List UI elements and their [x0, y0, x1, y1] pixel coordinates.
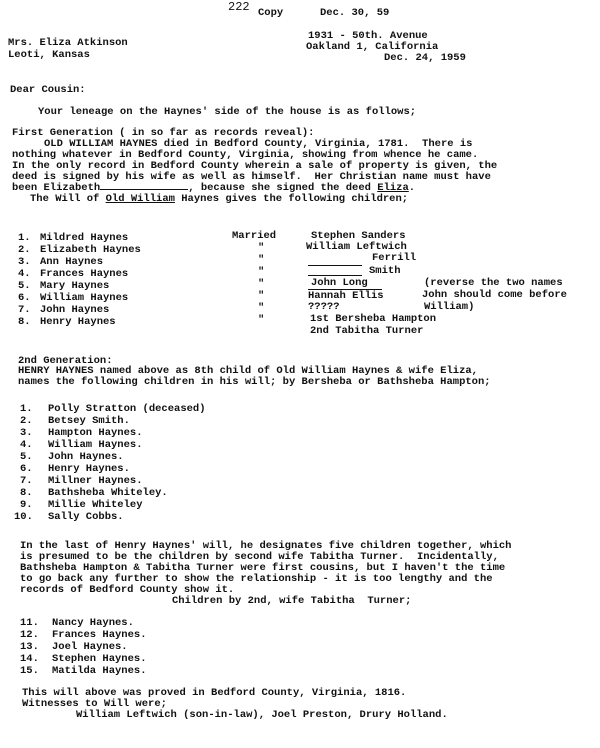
- ditto-mark: ": [258, 290, 265, 302]
- closing-line1: This will above was proved in Bedford County, Virginia, 1816.: [22, 687, 407, 699]
- spouse-5: John Long: [311, 277, 368, 289]
- name-blank: [100, 189, 188, 190]
- spouse-8: 1st Bersheba Hampton: [310, 313, 437, 325]
- spouse-1: Stephen Sanders: [311, 230, 406, 242]
- first-gen-line5-b: , because she signed the deed: [188, 182, 371, 194]
- list-item: 1. Mildred Haynes: [18, 232, 129, 244]
- sender-address-line1: 1931 - 50th. Avenue: [308, 30, 428, 42]
- first-gen-line6: [30, 194, 408, 206]
- ditto-mark: ": [258, 266, 265, 278]
- first-gen-line5-c: Eliza: [377, 182, 409, 194]
- first-gen-line5-a: been Elizabeth: [12, 182, 101, 194]
- first-gen-line5-d: .: [408, 182, 416, 194]
- ditto-mark: ": [258, 278, 265, 290]
- list-item: 1. Polly Stratton (deceased): [20, 403, 206, 415]
- second-wife-subheading: Children by 2nd, wife Tabitha Turner;: [172, 595, 412, 607]
- list-item: 3. Hampton Haynes.: [20, 427, 143, 439]
- spouse-blank: [308, 255, 362, 266]
- reverse-note-line2: John should come before: [422, 289, 567, 301]
- list-item: 7. Millner Haynes.: [20, 475, 143, 487]
- will-para-line2: is presumed to be the children by second wife Tabitha Turner. Incidentally,: [20, 551, 499, 563]
- list-item: 8. Henry Haynes: [18, 316, 116, 328]
- sender-address-line2: Oakland 1, California: [306, 41, 439, 53]
- list-item: 2. Betsey Smith.: [20, 415, 130, 427]
- list-item: 10. Sally Cobbs.: [14, 511, 124, 523]
- first-gen-line4: deed is signed by his wife as well as himself. Her Christian name must have: [12, 171, 491, 183]
- will-para-line4: to go back any further to show the relationship - it is too lengthy and the: [20, 573, 493, 585]
- recipient-city: Leoti, Kansas: [8, 49, 90, 61]
- list-item: 4. William Haynes.: [20, 439, 143, 451]
- list-item: 4. Frances Haynes: [18, 268, 129, 280]
- spouse-6: Hannah Ellis: [308, 290, 384, 302]
- list-item: 2. Elizabeth Haynes: [18, 244, 141, 256]
- ditto-mark: ": [258, 242, 265, 254]
- copy-date: Dec. 30, 59: [320, 7, 390, 19]
- list-item: 14. Stephen Haynes.: [20, 653, 147, 665]
- spouse-7: ?????: [308, 301, 340, 313]
- closing-line3: William Leftwich (son-in-law), Joel Preston, Drury Holland.: [76, 709, 448, 721]
- list-item: 5. John Haynes.: [20, 451, 124, 463]
- list-item: 6. Henry Haynes.: [20, 463, 130, 475]
- spouse-2: William Leftwich: [306, 241, 407, 253]
- list-item: 11. Nancy Haynes.: [20, 617, 134, 629]
- first-gen-line3: In the only record in Bedford County wherein a sale of property is given, the: [12, 160, 498, 172]
- second-generation-heading: 2nd Generation:: [18, 355, 113, 367]
- first-gen-line6-b: Old William: [105, 193, 175, 205]
- first-gen-line2: nothing whatever in Bedford County, Virginia, showing from whence he came.: [12, 149, 479, 161]
- list-item: 15. Matilda Haynes.: [20, 665, 147, 677]
- list-item: 7. John Haynes: [18, 304, 110, 316]
- first-generation-heading: First Generation ( in so far as records reveal):: [12, 127, 315, 139]
- spouse-8b: 2nd Tabitha Turner: [310, 325, 424, 337]
- list-item: 5. Mary Haynes: [18, 280, 110, 292]
- ditto-mark: ": [258, 254, 265, 266]
- first-gen-line1: OLD WILLIAM HAYNES died in Bedford County, Virginia, 1781. There is: [44, 138, 473, 150]
- first-gen-line6-c: Haynes gives the following children;: [181, 193, 409, 205]
- intro-line: Your leneage on the Haynes' side of the house is as follows;: [38, 106, 417, 118]
- spouse-3: Ferrill: [372, 252, 417, 264]
- salutation: Dear Cousin:: [10, 84, 86, 96]
- list-item: 13. Joel Haynes.: [20, 641, 128, 653]
- reverse-note-line1: (reverse the two names: [424, 277, 563, 289]
- closing-line2: Witnesses to Will were;: [22, 698, 167, 710]
- list-item: 12. Frances Haynes.: [20, 629, 147, 641]
- recipient-name: Mrs. Eliza Atkinson: [8, 37, 128, 49]
- spouse-blank: [308, 267, 362, 276]
- second-gen-line1: HENRY HAYNES named above as 8th child of Old William Haynes & wife Eliza,: [18, 365, 478, 377]
- first-gen-line6-a: The Will of: [30, 193, 100, 205]
- ditto-mark: ": [258, 302, 265, 314]
- second-gen-line2: names the following children in his will; by Bersheba or Bathsheba Hampton;: [18, 376, 491, 388]
- list-item: 9. Millie Whiteley: [20, 499, 143, 511]
- copy-label: Copy: [258, 7, 284, 19]
- will-para-line3: Bathsheba Hampton & Tabitha Turner were first cousins, but I haven't the time: [20, 562, 506, 574]
- list-item: 6. William Haynes: [18, 292, 129, 304]
- will-para-line1: In the last of Henry Haynes' will, he designates five children together, which: [20, 540, 512, 552]
- reverse-note-line3: William): [424, 301, 475, 313]
- list-item: 8. Bathsheba Whiteley.: [20, 487, 168, 499]
- married-label: Married: [232, 230, 277, 242]
- letter-date: Dec. 24, 1959: [384, 52, 466, 64]
- list-item: 3. Ann Haynes: [18, 256, 104, 268]
- spouse-4: Smith: [369, 265, 401, 277]
- ditto-mark: ": [258, 314, 265, 326]
- will-para-line5: records of Bedford County show it.: [20, 584, 235, 596]
- handwritten-number: 222: [228, 0, 250, 14]
